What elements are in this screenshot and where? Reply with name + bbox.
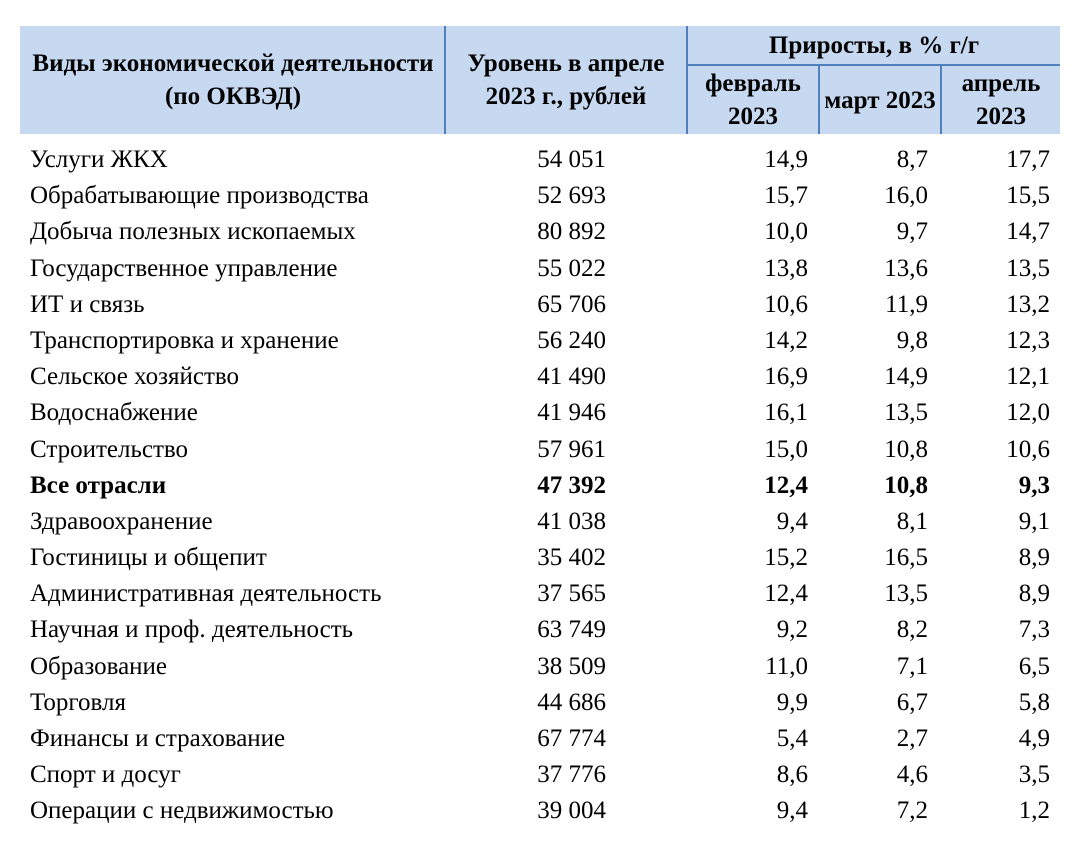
row-apr: 4,9 [1018, 725, 1050, 752]
row-name: Торговля [30, 688, 126, 716]
row-level: 63 749 [537, 616, 606, 644]
row-level: 55 022 [537, 254, 606, 282]
row-mar: 13,5 [884, 580, 928, 608]
table-row [20, 359, 1060, 395]
row-apr: 6,5 [1018, 652, 1050, 680]
row-name: Водоснабжение [30, 399, 198, 427]
row-apr: 17,7 [1006, 146, 1050, 173]
header-growth: Приросты, в % г/г [688, 26, 1060, 64]
wage-table [20, 26, 1060, 830]
row-level: 54 051 [537, 146, 606, 173]
row-name: Строительство [30, 435, 189, 463]
row-mar: 8,2 [896, 616, 928, 644]
header-divider [940, 66, 942, 134]
header-divider [688, 64, 1060, 66]
row-level: 52 693 [537, 182, 606, 210]
row-name: Научная и проф. деятельность [30, 616, 354, 644]
row-mar: 4,6 [896, 761, 928, 789]
row-name: Транспортировка и хранение [30, 326, 339, 354]
table-row [20, 576, 1060, 612]
table-row [20, 287, 1060, 323]
row-level: 80 892 [537, 218, 606, 246]
row-level: 41 490 [537, 363, 606, 391]
header-apr: апрель 2023 [942, 66, 1060, 134]
table-header [20, 26, 1060, 134]
table-row [20, 432, 1060, 468]
row-feb: 14,9 [764, 146, 808, 173]
row-feb: 15,2 [764, 544, 808, 572]
row-level: 44 686 [537, 688, 606, 716]
row-name: Гостиницы и общепит [30, 544, 267, 572]
row-mar: 13,5 [884, 399, 928, 427]
header-feb: февраль 2023 [688, 66, 818, 134]
row-mar: 6,7 [896, 688, 928, 716]
row-feb: 9,9 [776, 688, 808, 716]
table-row [20, 178, 1060, 214]
row-feb: 14,2 [764, 326, 808, 354]
row-feb: 11,0 [765, 652, 808, 680]
row-mar: 9,7 [896, 218, 928, 246]
row-apr: 7,3 [1018, 616, 1050, 644]
table-body [20, 142, 1060, 830]
row-mar: 16,5 [884, 544, 928, 572]
table-row [20, 793, 1060, 829]
table-row [20, 323, 1060, 359]
row-mar: 16,0 [884, 182, 928, 210]
header-level: Уровень в апреле 2023 г., рублей [446, 26, 686, 134]
row-feb: 9,4 [776, 797, 808, 825]
row-feb: 16,9 [764, 363, 808, 391]
row-name: ИТ и связь [30, 290, 145, 318]
row-mar: 14,9 [884, 363, 928, 391]
row-apr: 8,9 [1018, 580, 1050, 608]
row-mar: 13,6 [884, 254, 928, 282]
row-apr: 12,0 [1006, 399, 1050, 427]
row-feb: 5,4 [776, 725, 808, 752]
row-feb: 9,2 [776, 616, 808, 644]
row-level: 39 004 [537, 797, 606, 825]
row-name: Здравоохранение [30, 507, 213, 535]
table-row [20, 142, 1060, 178]
row-apr: 1,2 [1018, 797, 1050, 825]
row-mar: 10,8 [884, 435, 928, 463]
row-level: 37 776 [537, 761, 606, 789]
row-level: 67 774 [537, 725, 606, 752]
table-row [20, 395, 1060, 431]
row-feb: 10,6 [764, 290, 808, 318]
row-apr: 9,3 [1018, 471, 1050, 499]
table-row [20, 504, 1060, 540]
row-feb: 13,8 [764, 254, 808, 282]
row-mar: 8,7 [896, 146, 928, 173]
row-level: 35 402 [537, 544, 606, 572]
row-name: Все отрасли [30, 471, 167, 499]
row-level: 47 392 [537, 471, 606, 499]
row-feb: 12,4 [764, 580, 808, 608]
row-mar: 10,8 [884, 471, 928, 499]
row-apr: 8,9 [1018, 544, 1050, 572]
table-row [20, 721, 1060, 757]
header-activity: Виды экономической деятельности (по ОКВЭД) [20, 26, 444, 134]
row-mar: 7,1 [896, 652, 928, 680]
table-row [20, 649, 1060, 685]
row-level: 57 961 [537, 435, 606, 463]
header-divider [818, 66, 820, 134]
row-level: 37 565 [537, 580, 606, 608]
row-feb: 12,4 [764, 471, 808, 499]
row-name: Финансы и страхование [30, 725, 286, 752]
table-row [20, 468, 1060, 504]
row-feb: 8,6 [776, 761, 808, 789]
row-mar: 11,9 [885, 290, 928, 318]
row-apr: 13,5 [1006, 254, 1050, 282]
table-row [20, 251, 1060, 287]
row-apr: 14,7 [1006, 218, 1050, 246]
table-row [20, 214, 1060, 250]
row-apr: 9,1 [1018, 507, 1050, 535]
row-feb: 15,0 [764, 435, 808, 463]
row-apr: 12,1 [1006, 363, 1050, 391]
header-mar: март 2023 [820, 66, 940, 134]
row-apr: 3,5 [1018, 761, 1050, 789]
row-level: 38 509 [537, 652, 606, 680]
header-divider [686, 26, 688, 134]
table-row [20, 757, 1060, 793]
row-name: Операции с недвижимостью [30, 797, 334, 825]
row-feb: 9,4 [776, 507, 808, 535]
row-apr: 13,2 [1006, 290, 1050, 318]
row-name: Обрабатывающие производства [30, 182, 369, 210]
row-name: Услуги ЖКХ [30, 146, 168, 173]
row-level: 65 706 [537, 290, 606, 318]
row-feb: 10,0 [764, 218, 808, 246]
table-row [20, 685, 1060, 721]
row-mar: 8,1 [896, 507, 928, 535]
row-mar: 9,8 [896, 326, 928, 354]
row-name: Административная деятельность [30, 580, 382, 608]
row-level: 41 038 [537, 507, 606, 535]
table-row [20, 540, 1060, 576]
row-mar: 2,7 [896, 725, 928, 752]
row-name: Образование [30, 652, 168, 680]
row-name: Сельское хозяйство [30, 363, 240, 391]
row-name: Государственное управление [30, 254, 338, 282]
row-name: Добыча полезных ископаемых [30, 218, 356, 246]
row-feb: 15,7 [764, 182, 808, 210]
row-level: 56 240 [537, 326, 606, 354]
row-name: Спорт и досуг [30, 761, 181, 789]
row-apr: 15,5 [1006, 182, 1050, 210]
row-apr: 5,8 [1018, 688, 1050, 716]
row-level: 41 946 [537, 399, 606, 427]
row-mar: 7,2 [896, 797, 928, 825]
table-row [20, 612, 1060, 648]
header-divider [444, 26, 446, 134]
row-apr: 12,3 [1006, 326, 1050, 354]
row-feb: 16,1 [764, 399, 808, 427]
row-apr: 10,6 [1006, 435, 1050, 463]
